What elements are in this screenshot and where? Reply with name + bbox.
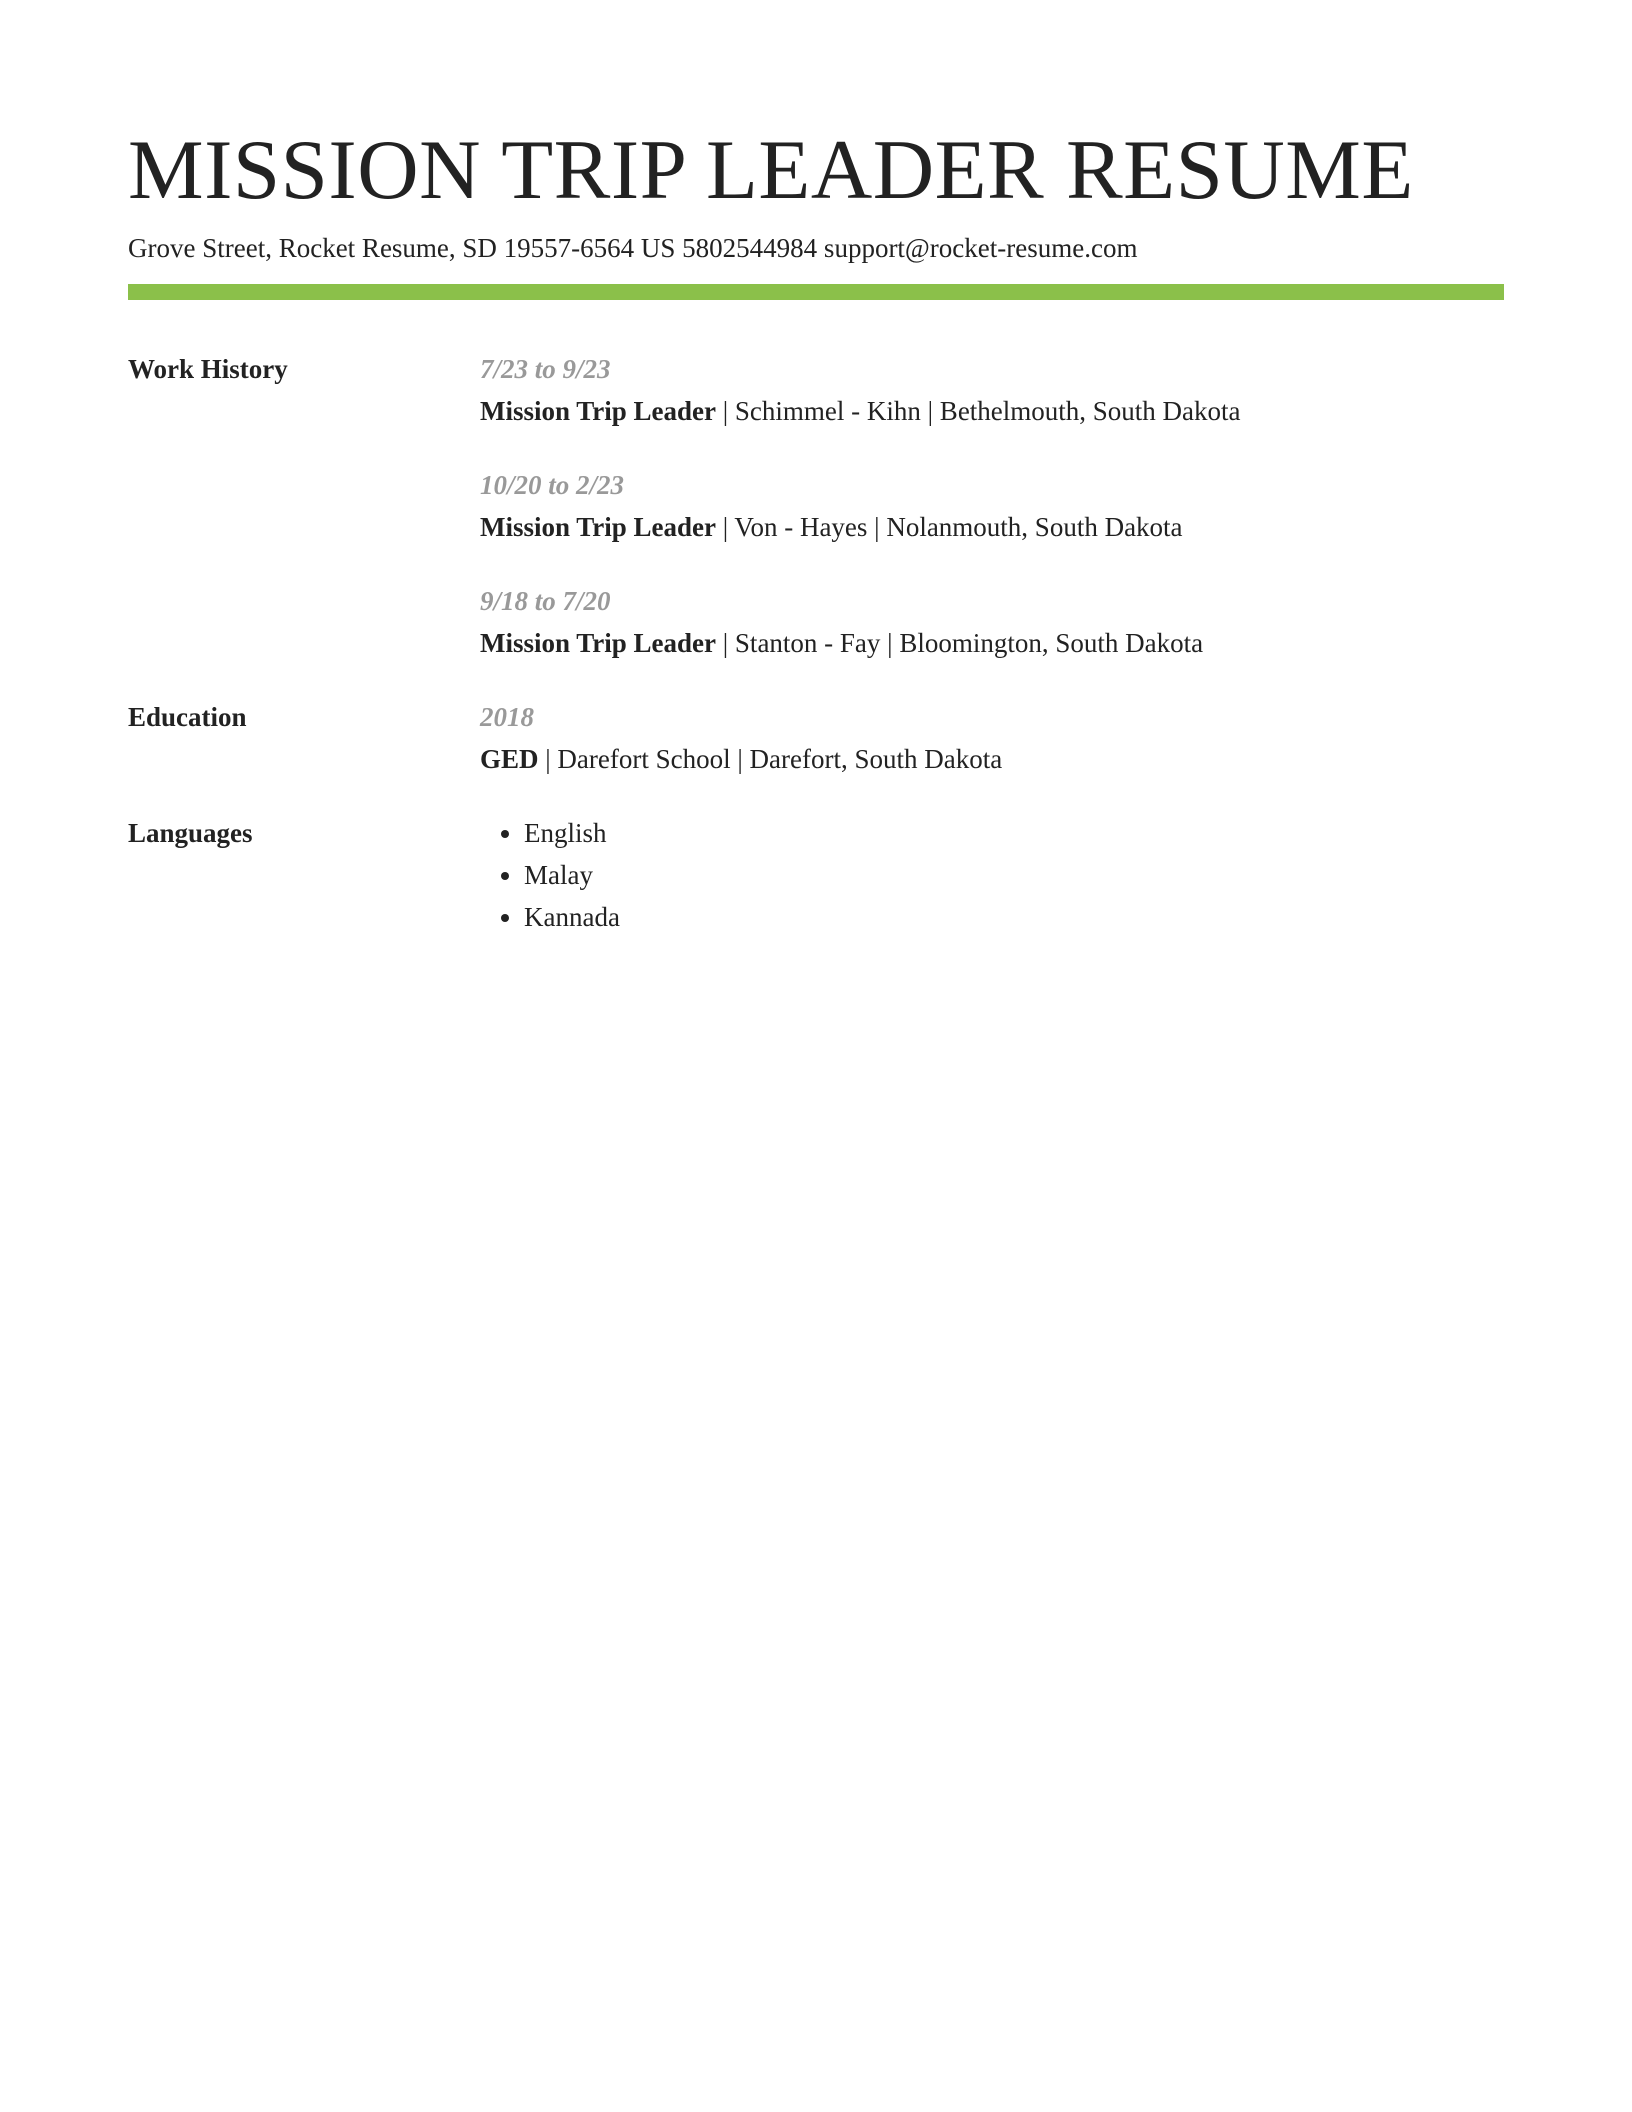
entry-date: 10/20 to 2/23 xyxy=(480,470,625,500)
section-label-languages: Languages xyxy=(128,818,253,848)
education-entries xyxy=(480,696,1504,812)
entry-line xyxy=(480,738,1504,780)
work-entry xyxy=(480,464,1504,548)
languages-section xyxy=(128,812,1504,938)
resume-title: MISSION TRIP LEADER RESUME xyxy=(128,123,1414,217)
education-entry xyxy=(480,696,1504,780)
education-section xyxy=(128,696,1504,812)
entry-date: 7/23 to 9/23 xyxy=(480,354,611,384)
entry-date: 9/18 to 7/20 xyxy=(480,586,611,616)
section-label-education: Education xyxy=(128,702,247,732)
contact-line: Grove Street, Rocket Resume, SD 19557-6564 US 5802544984 support@rocket-resume.com xyxy=(128,233,1138,263)
resume-page xyxy=(128,120,1504,938)
language-item: • English xyxy=(524,812,1504,854)
languages-list xyxy=(480,812,1504,938)
languages-list-wrap xyxy=(480,812,1504,938)
work-history-section xyxy=(128,348,1504,696)
entry-details: | Stanton - Fay | Bloomington, South Dakota xyxy=(716,628,1204,658)
language-item: • Kannada xyxy=(524,896,1504,938)
entry-details: | Schimmel - Kihn | Bethelmouth, South Dakota xyxy=(716,396,1241,426)
accent-divider xyxy=(128,284,1504,300)
entry-title: Mission Trip Leader xyxy=(480,396,717,426)
entry-date: 2018 xyxy=(480,702,534,732)
work-entry xyxy=(480,580,1504,664)
entry-line xyxy=(480,622,1504,664)
language-item: • Malay xyxy=(524,854,1504,896)
entry-details: | Darefort School | Darefort, South Dakota xyxy=(538,744,1003,774)
entry-title: Mission Trip Leader xyxy=(480,512,717,542)
entry-title: Mission Trip Leader xyxy=(480,628,717,658)
entry-line xyxy=(480,506,1504,548)
section-label-work-history: Work History xyxy=(128,354,288,384)
work-entry xyxy=(480,348,1504,432)
entry-line xyxy=(480,390,1504,432)
entry-details: | Von - Hayes | Nolanmouth, South Dakota xyxy=(716,512,1183,542)
entry-title: GED xyxy=(480,744,539,774)
work-history-entries xyxy=(480,348,1504,696)
